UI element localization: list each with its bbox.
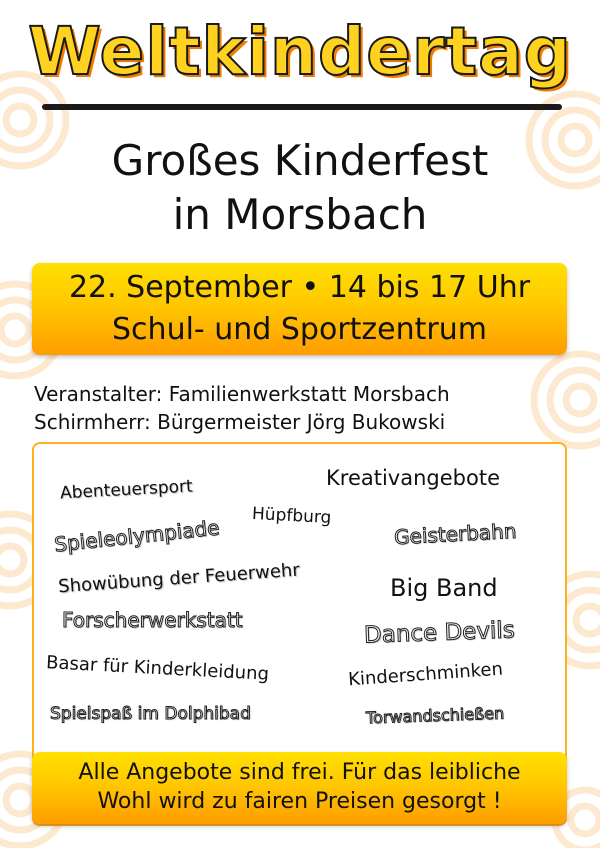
footer-banner [32, 752, 567, 824]
location-line: Schul- und Sportzentrum [112, 312, 487, 347]
activity-item: Hüpfburg [251, 503, 332, 529]
activity-item: Spieleolympiade [53, 515, 221, 557]
activity-item: Forscherwerkstatt [62, 608, 243, 632]
date-time-line: 22. September • 14 bis 17 Uhr [68, 270, 531, 305]
footer-line-2: Wohl wird zu fairen Preisen gesorgt ! [97, 789, 502, 814]
activity-item: Kinderschminken [347, 658, 504, 691]
activity-item: Big Band [390, 574, 498, 602]
title-underline [42, 104, 562, 110]
activity-item: Showübung der Feuerwehr [57, 559, 301, 598]
event-subtitle [0, 134, 600, 242]
subtitle-line-2: in Morsbach [172, 190, 428, 239]
activity-item: Spielspaß im Dolphibad [50, 704, 251, 724]
activity-item: Abenteuersport [59, 476, 194, 504]
footer-line-1: Alle Angebote sind frei. Für das leibliche [78, 760, 521, 785]
activity-item: Kreativangebote [326, 466, 500, 490]
patron-line: Schirmherr: Bürgermeister Jörg Bukowski [34, 410, 446, 434]
organizer-block [34, 380, 450, 436]
organizer-line: Veranstalter: Familienwerkstatt Morsbach [34, 382, 450, 406]
activity-item: Geisterbahn [393, 518, 517, 550]
activity-item: Torwandschießen [365, 703, 505, 728]
activity-item: Dance Devils [363, 617, 516, 649]
poster-title: Weltkindertag [28, 13, 572, 90]
activity-item: Basar für Kinderkleidung [45, 652, 270, 685]
subtitle-line-1: Großes Kinderfest [111, 136, 489, 185]
date-location-banner [32, 263, 567, 355]
